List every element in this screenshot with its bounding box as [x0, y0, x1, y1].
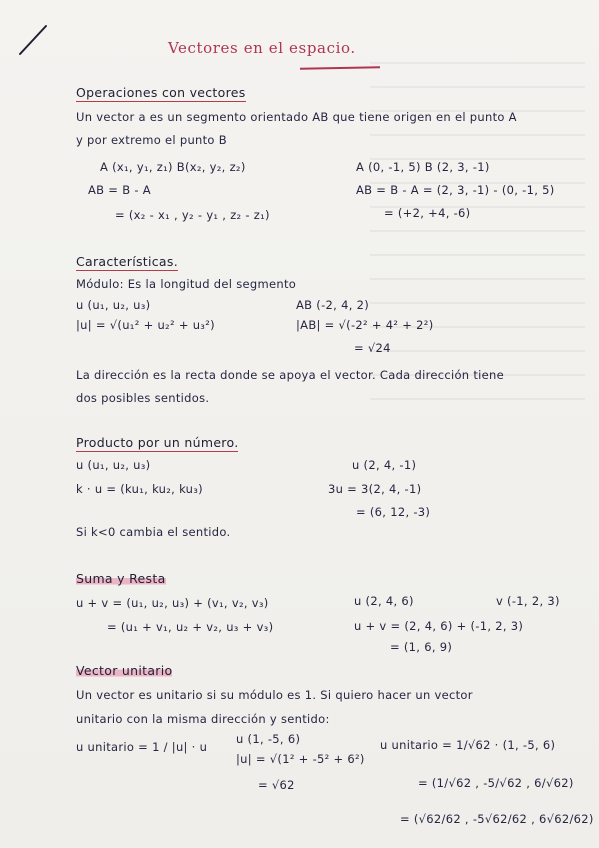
section-operaciones-label: Operaciones con vectores	[76, 85, 246, 100]
suma-example-v: v (-1, 2, 3)	[496, 594, 560, 608]
section-operaciones-heading	[76, 85, 246, 100]
unitario-formula: u unitario = 1 / |u| · u	[76, 740, 208, 754]
unitario-example-root: = √62	[258, 778, 295, 792]
producto-example-3u: 3u = 3(2, 4, -1)	[328, 482, 422, 496]
operaciones-ab: AB = B - A	[88, 183, 151, 197]
producto-example-result: = (6, 12, -3)	[356, 505, 431, 519]
section-producto-heading	[76, 435, 238, 450]
suma-example-u: u (2, 4, 6)	[354, 594, 414, 608]
suma-line2: = (u₁ + v₁, u₂ + v₂, u₃ + v₃)	[107, 620, 274, 634]
operaciones-line2: y por extremo el punto B	[76, 133, 227, 147]
unitario-example-result2: = (√62/62 , -5√62/62 , 6√62/62)	[400, 812, 594, 826]
producto-k: k · u = (ku₁, ku₂, ku₃)	[76, 482, 203, 496]
caracteristicas-norm: |u| = √(u₁² + u₂² + u₃²)	[76, 318, 215, 332]
section-caracteristicas-heading	[76, 254, 178, 269]
caracteristicas-direccion-1: La dirección es la recta donde se apoya el vector. Cada dirección tiene	[76, 368, 504, 382]
unitario-line1: Un vector es unitario si su módulo es 1. Si quiero hacer un vector	[76, 688, 473, 702]
section-caracteristicas-label: Características.	[76, 254, 178, 269]
unitario-example-u: u (1, -5, 6)	[236, 732, 301, 746]
caracteristicas-example-norm: |AB| = √(-2² + 4² + 2²)	[296, 318, 434, 332]
operaciones-line1: Un vector a es un segmento orientado AB que tiene origen en el punto A	[76, 110, 517, 124]
operaciones-example-points: A (0, -1, 5) B (2, 3, -1)	[356, 160, 490, 174]
suma-example-sum: u + v = (2, 4, 6) + (-1, 2, 3)	[354, 619, 524, 633]
title-underline	[300, 66, 380, 69]
section-suma-heading	[76, 571, 166, 586]
unitario-example-unit: u unitario = 1/√62 · (1, -5, 6)	[380, 738, 556, 752]
suma-example-result: = (1, 6, 9)	[390, 640, 453, 654]
unitario-example-norm: |u| = √(1² + -5² + 6²)	[236, 752, 365, 766]
unitario-example-result1: = (1/√62 , -5/√62 , 6/√62)	[418, 776, 574, 790]
section-producto-label: Producto por un número.	[76, 435, 239, 450]
bleed-through	[370, 40, 585, 420]
section-suma-label: Suma y Resta	[76, 571, 166, 586]
page-title: Vectores en el espacio.	[168, 39, 356, 57]
operaciones-points: A (x₁, y₁, z₁) B(x₂, y₂, z₂)	[100, 160, 246, 174]
caracteristicas-u: u (u₁, u₂, u₃)	[76, 298, 151, 312]
producto-note: Si k<0 cambia el sentido.	[76, 525, 231, 539]
unitario-line2: unitario con la misma dirección y sentido:	[76, 712, 330, 726]
pencil-mark-icon	[18, 22, 52, 56]
producto-example-u: u (2, 4, -1)	[352, 458, 417, 472]
caracteristicas-example-root: = √24	[354, 341, 391, 355]
suma-line1: u + v = (u₁, u₂, u₃) + (v₁, v₂, v₃)	[76, 596, 269, 610]
operaciones-ab-expanded: = (x₂ - x₁ , y₂ - y₁ , z₂ - z₁)	[115, 208, 270, 222]
section-unitario-heading	[76, 663, 172, 678]
section-unitario-label: Vector unitario	[76, 663, 173, 678]
operaciones-example-ab: AB = B - A = (2, 3, -1) - (0, -1, 5)	[356, 183, 555, 197]
caracteristicas-example-ab: AB (-2, 4, 2)	[296, 298, 370, 312]
caracteristicas-direccion-2: dos posibles sentidos.	[76, 391, 210, 405]
producto-u: u (u₁, u₂, u₃)	[76, 458, 151, 472]
caracteristicas-modulo: Módulo: Es la longitud del segmento	[76, 277, 297, 291]
operaciones-example-result: = (+2, +4, -6)	[384, 206, 471, 220]
